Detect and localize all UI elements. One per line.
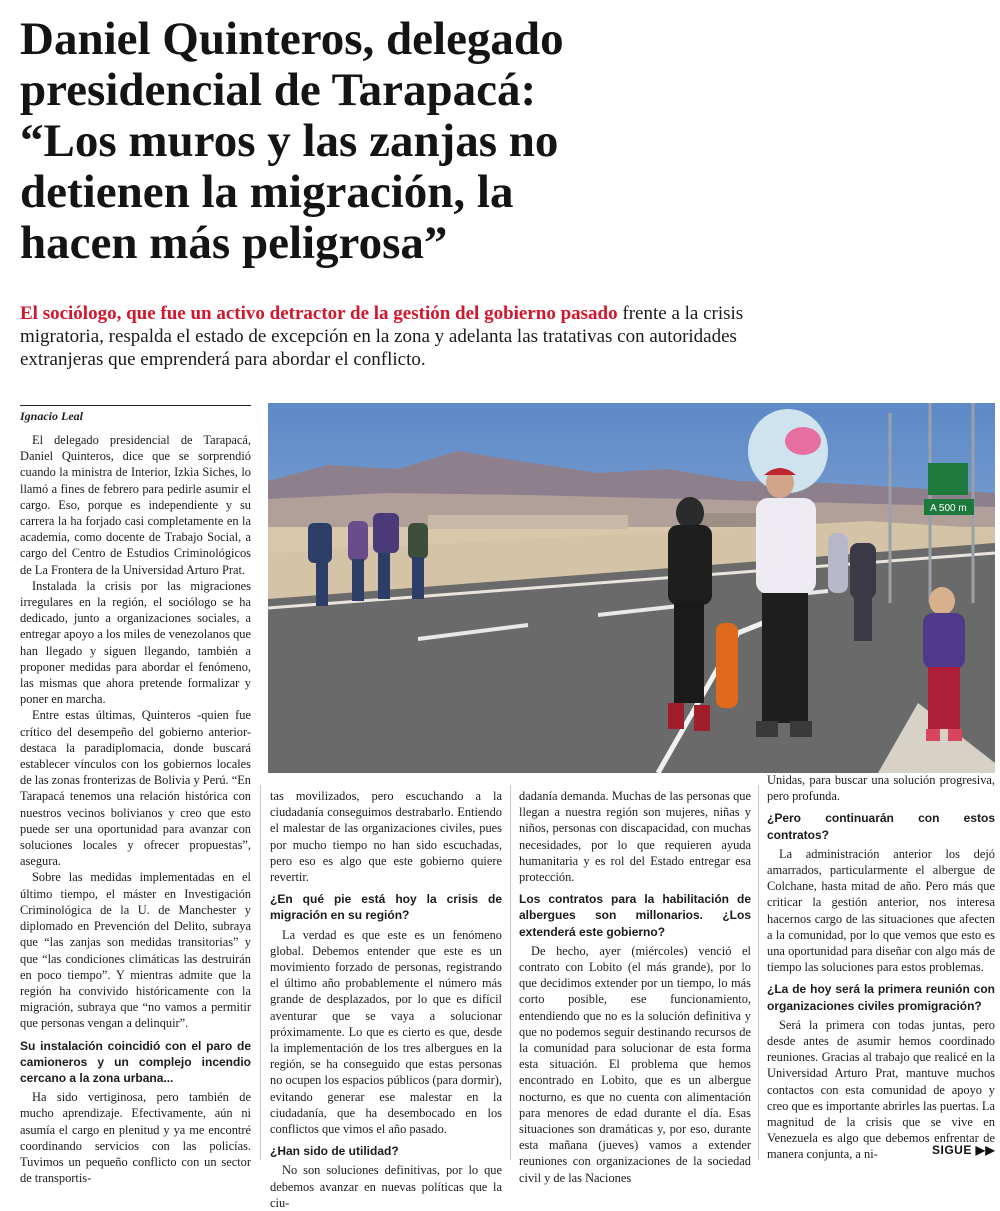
headline-line: hacen más peligrosa” xyxy=(20,217,448,269)
migrants-walking-road-photo xyxy=(268,403,995,773)
continue-indicator: SIGUE ▶▶ xyxy=(932,1143,996,1157)
article-column-4 xyxy=(767,772,995,1163)
subheadline xyxy=(20,302,780,371)
interview-question: Su instalación coincidió con el paro de camioneros y un complejo incendio cercano a la zona urbana... xyxy=(20,1038,251,1085)
interview-answer: La administración anterior los dejó amarrados, particularmente el albergue de Colchane, hasta mitad de año. Pero más que criticar la gestión anterior, nos interesa hacernos cargo de las situaciones que afecten a la comunidad, por lo que vemos que esto es una oportunidad para diseñar con algo más de tiempo las soluciones para estos problemas. xyxy=(767,846,995,975)
interview-answer: dadanía demanda. Muchas de las personas que llegan a nuestra región son mujeres, niñas y niños, personas con discapacidad, con muchas necesidades, por lo que requieren ayuda humanitaria y es rol del Estado entregar esa protección. xyxy=(519,789,751,885)
paragraph: Instalada la crisis por las migraciones irregulares en la región, el sociólogo se ha dedicado, junto a organizaciones sociales, a entregar apoyo a los miles de venezolanos que han llegado y siguen llegando, también a proponer medidas para abordar el fenómeno, las mismas que ahora pretende formalizar y poner en marcha. xyxy=(20,578,251,707)
paragraph: El delegado presidencial de Tarapacá, Daniel Quinteros, dice que se sorprendió cuando la ministra de Interior, Izkia Siches, lo llamó a fines de febrero para pedirle asumir el cargo. Eso, porque es independiente y su carrera la ha forjado casi completamente en la academia, como docente de Trabajo Social, a cargo del Centro de Estudios Criminológicos de La Frontera de la Universidad Arturo Prat. xyxy=(20,433,251,577)
road-sign-text: A 500 m xyxy=(930,503,967,514)
subheadline-rest: frente a la crisis migratoria, respalda el estado de excepción en la zona y adelanta las tratativas con autoridades extranjeras que emprenderá para abordar el conflicto. xyxy=(20,303,744,370)
interview-answer: No son soluciones definitivas, por lo que debemos avanzar en nuevas políticas que la ciu- xyxy=(270,1163,502,1210)
column-divider xyxy=(510,785,511,1160)
interview-question: ¿Pero continuarán con estos contratos? xyxy=(767,811,995,842)
interview-question: Los contratos para la habilitación de albergues son millonarios. ¿Los extenderá este gobierno? xyxy=(519,892,751,939)
article-column-2 xyxy=(270,788,502,1211)
headline-line: “Los muros y las zanjas no xyxy=(20,115,559,167)
interview-question: ¿La de hoy será la primera reunión con organizaciones civiles promigración? xyxy=(767,982,995,1013)
paragraph: Entre estas últimas, Quinteros -quien fue crítico del desempeño del gobierno anterior- destaca la paradiplomacia, donde buscará establecer vínculos con los gobiernos locales de las zonas fronterizas de Bolivia y Perú. “En Tarapacá tenemos una relación histórica con nuestros vecinos bolivianos y creo que esto puede ser una oportunidad para avanzar con soluciones locales y ofrecer propuestas”, asegura. xyxy=(20,708,251,869)
interview-question: ¿En qué pie está hoy la crisis de migración en su región? xyxy=(270,892,502,923)
interview-answer: De hecho, ayer (miércoles) venció el contrato con Lobito (el más grande), por lo que decidimos extender por un tiempo, lo más corto posible, ese funcionamiento, entendiendo que no es la solución definitiva y que no podemos seguir destinando recursos de la comunidad para solucionar de esta forma esta situación. El problema que hemos encontrado en Lobito, que es un albergue nocturno, es que no cuenta con alimentación para menores de edad durante el día. Esas situaciones son dramáticas y, por eso, durante esta mañana (jueves) vamos a extender reuniones con organizaciones de la sociedad civil y de las Naciones xyxy=(519,943,751,1185)
paragraph: Sobre las medidas implementadas en el último tiempo, el máster en Investigación Criminológica de la U. de Manchester y diplomado en Prevención del Delito, subraya que “las zanjas son medidas transitorias” y que “las condiciones climáticas las destruirán en poco tiempo”. Y mientras admite que la región ha convivido históricamente con la migración, subraya que “no vamos a permitir que personas vengan a delinquir”. xyxy=(20,870,251,1031)
interview-question: ¿Han sido de utilidad? xyxy=(270,1144,399,1159)
headline xyxy=(20,14,720,269)
article-column-1 xyxy=(20,432,251,1186)
interview-answer: Unidas, para buscar una solución progresiva, pero profunda. xyxy=(767,773,995,804)
headline-line: Daniel Quinteros, delegado xyxy=(20,13,564,65)
interview-answer: La verdad es que este es un fenómeno global. Debemos entender que este es un movimiento forzado de personas, registrando el último año probablemente el número más grande de desplazados, por lo que es difícil aventurar que se vaya a solucionar próximamente. Lo que es cierto es que, desde la implementación de los tres albergues en la región, se ha conseguido que estas personas no ocupen los espacios públicos (para dormir), evitando generar ese malestar en la ciudadanía, que ha desembocado en los conflictos que vimos el año pasado. xyxy=(270,927,502,1137)
column-divider xyxy=(758,785,759,1160)
byline: Ignacio Leal xyxy=(20,405,251,424)
headline-line: presidencial de Tarapacá: xyxy=(20,64,537,116)
article-photo xyxy=(268,403,995,773)
headline-line: detienen la migración, la xyxy=(20,166,514,218)
interview-answer: tas movilizados, pero escuchando a la ciudadanía conseguimos destrabarlo. Entiendo el malestar de las organizaciones civiles, pues por mucho tiempo no han sido escuchadas, pero eso es algo que este gobierno quiere revertir. xyxy=(270,789,502,885)
subheadline-lead: El sociólogo, que fue un activo detractor de la gestión del gobierno pasado xyxy=(20,303,618,324)
column-divider xyxy=(260,785,261,1160)
interview-answer: Será la primera con todas juntas, pero desde antes de asumir hemos coordinado reuniones. Gracias al trabajo que realicé en la Universidad Arturo Prat, mantuve muchos contactos con esta comunidad de apoyo y creo que es importante abrirles las puertas. La magnitud de la crisis que se vive en Venezuela es algo que debemos enfrentar de manera conjunta, a ni- xyxy=(767,1017,995,1162)
interview-answer: Ha sido vertiginosa, pero también de mucho aprendizaje. Efectivamente, aún ni asumía el cargo en plenitud y ya me encontré coordinando servicios con las policías. Tuvimos un pequeño conflicto con un sector de transportis- xyxy=(20,1090,251,1186)
article-column-3 xyxy=(519,788,751,1186)
